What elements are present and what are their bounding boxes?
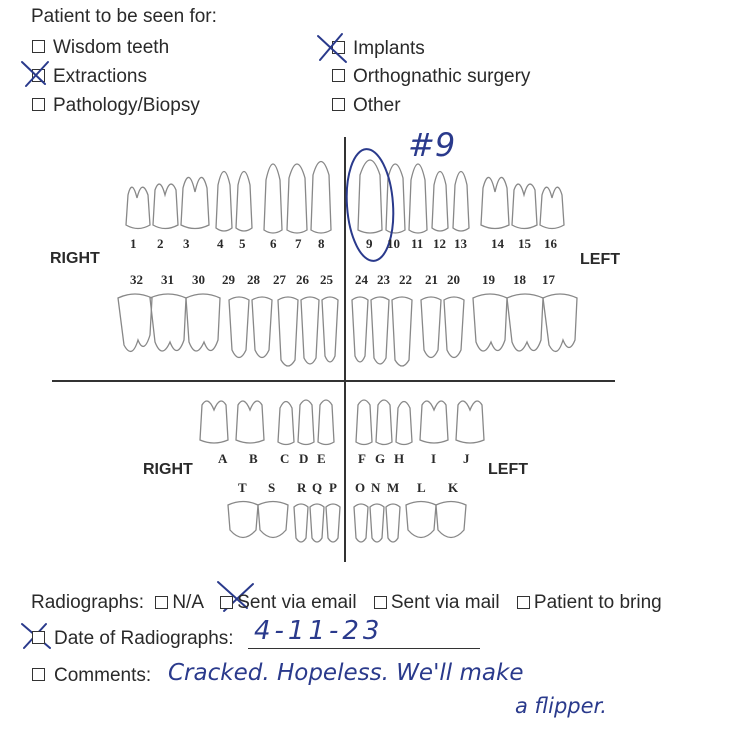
primary-tooth-g: G [375,451,386,466]
primary-tooth-i: I [431,451,437,466]
primary-upper-teeth [200,400,484,445]
right-side-label-adult: RIGHT [50,250,100,267]
tooth-number-30: 30 [192,272,205,287]
primary-tooth-c: C [280,451,290,466]
left-side-label-primary: LEFT [488,461,528,478]
tooth-number-31: 31 [161,272,174,287]
primary-tooth-q: Q [312,480,323,495]
tooth-number-24: 24 [355,272,368,287]
other-label: Other [353,95,401,116]
na-checkbox[interactable] [155,596,168,609]
orthognathic-surgery-label: Orthognathic surgery [353,66,531,87]
implants-label: Implants [353,38,425,59]
tooth-number-10: 10 [387,236,400,251]
primary-tooth-l: L [417,480,426,495]
tooth-number-2: 2 [157,236,164,251]
sent-via-email-checkbox[interactable] [220,596,233,609]
date-value[interactable]: 4-11-23 [254,616,384,646]
primary-tooth-p: P [329,480,337,495]
primary-tooth-t: T [238,480,247,495]
comments-checkbox[interactable] [32,668,45,681]
tooth-number-12: 12 [433,236,446,251]
na-label: N/A [172,592,203,613]
tooth-number-23: 23 [377,272,390,287]
primary-tooth-a: A [218,451,228,466]
tooth-annotation: #9 [408,126,456,164]
primary-tooth-o: O [355,480,366,495]
pathology-biopsy-label: Pathology/Biopsy [53,95,200,116]
patient-to-bring-label: Patient to bring [533,592,662,613]
tooth-number-27: 27 [273,272,286,287]
tooth-number-6: 6 [270,236,277,251]
tooth-number-4: 4 [217,236,224,251]
tooth-number-16: 16 [544,236,557,251]
tooth-number-26: 26 [296,272,309,287]
primary-tooth-f: F [358,451,366,466]
comments-text-line-1[interactable]: Cracked. Hopeless. We'll make [168,660,524,686]
primary-tooth-e: E [317,451,326,466]
tooth-number-22: 22 [399,272,412,287]
extractions-check-mark [22,62,48,86]
tooth-number-19: 19 [482,272,495,287]
tooth-number-18: 18 [513,272,526,287]
primary-lower-teeth [228,502,466,543]
tooth-number-8: 8 [318,236,325,251]
wisdom-teeth-label: Wisdom teeth [53,37,170,58]
primary-tooth-d: D [299,451,309,466]
extractions-label: Extractions [53,66,147,87]
radiographs-row [31,593,662,612]
date-underline [248,648,480,649]
implants-check-mark [318,34,346,62]
tooth-number-21: 21 [425,272,438,287]
right-side-label-primary: RIGHT [143,461,193,478]
comments-label: Comments: [54,665,152,686]
form-title: Patient to be seen for: [31,6,217,27]
tooth-number-3: 3 [183,236,190,251]
primary-tooth-r: R [297,480,307,495]
sent-via-email-label: Sent via email [237,592,357,613]
radiographs-label: Radiographs: [31,592,145,613]
date-radiographs-label: Date of Radiographs: [54,628,234,649]
tooth-number-13: 13 [454,236,467,251]
date-radiographs-checkbox[interactable] [32,631,45,644]
tooth-number-9: 9 [366,236,373,251]
tooth-number-14: 14 [491,236,504,251]
tooth-number-15: 15 [518,236,531,251]
tooth-number-28: 28 [247,272,260,287]
primary-tooth-n: N [371,480,381,495]
sent-via-mail-checkbox[interactable] [374,596,387,609]
comments-text-line-2[interactable]: a flipper. [515,694,607,718]
tooth-number-25: 25 [320,272,333,287]
primary-tooth-m: M [387,480,400,495]
tooth-number-1: 1 [130,236,137,251]
tooth-number-29: 29 [222,272,235,287]
tooth-number-5: 5 [239,236,246,251]
primary-tooth-h: H [394,451,405,466]
primary-tooth-b: B [249,451,258,466]
patient-to-bring-checkbox[interactable] [517,596,530,609]
left-side-label-adult: LEFT [580,251,620,268]
tooth-number-11: 11 [411,236,424,251]
adult-lower-teeth [118,294,577,366]
primary-tooth-k: K [448,480,459,495]
tooth-number-20: 20 [447,272,460,287]
tooth-number-17: 17 [542,272,555,287]
primary-tooth-s: S [268,480,276,495]
sent-via-mail-label: Sent via mail [390,592,500,613]
primary-tooth-j: J [463,451,470,466]
tooth-number-32: 32 [130,272,143,287]
tooth-number-7: 7 [295,236,302,251]
